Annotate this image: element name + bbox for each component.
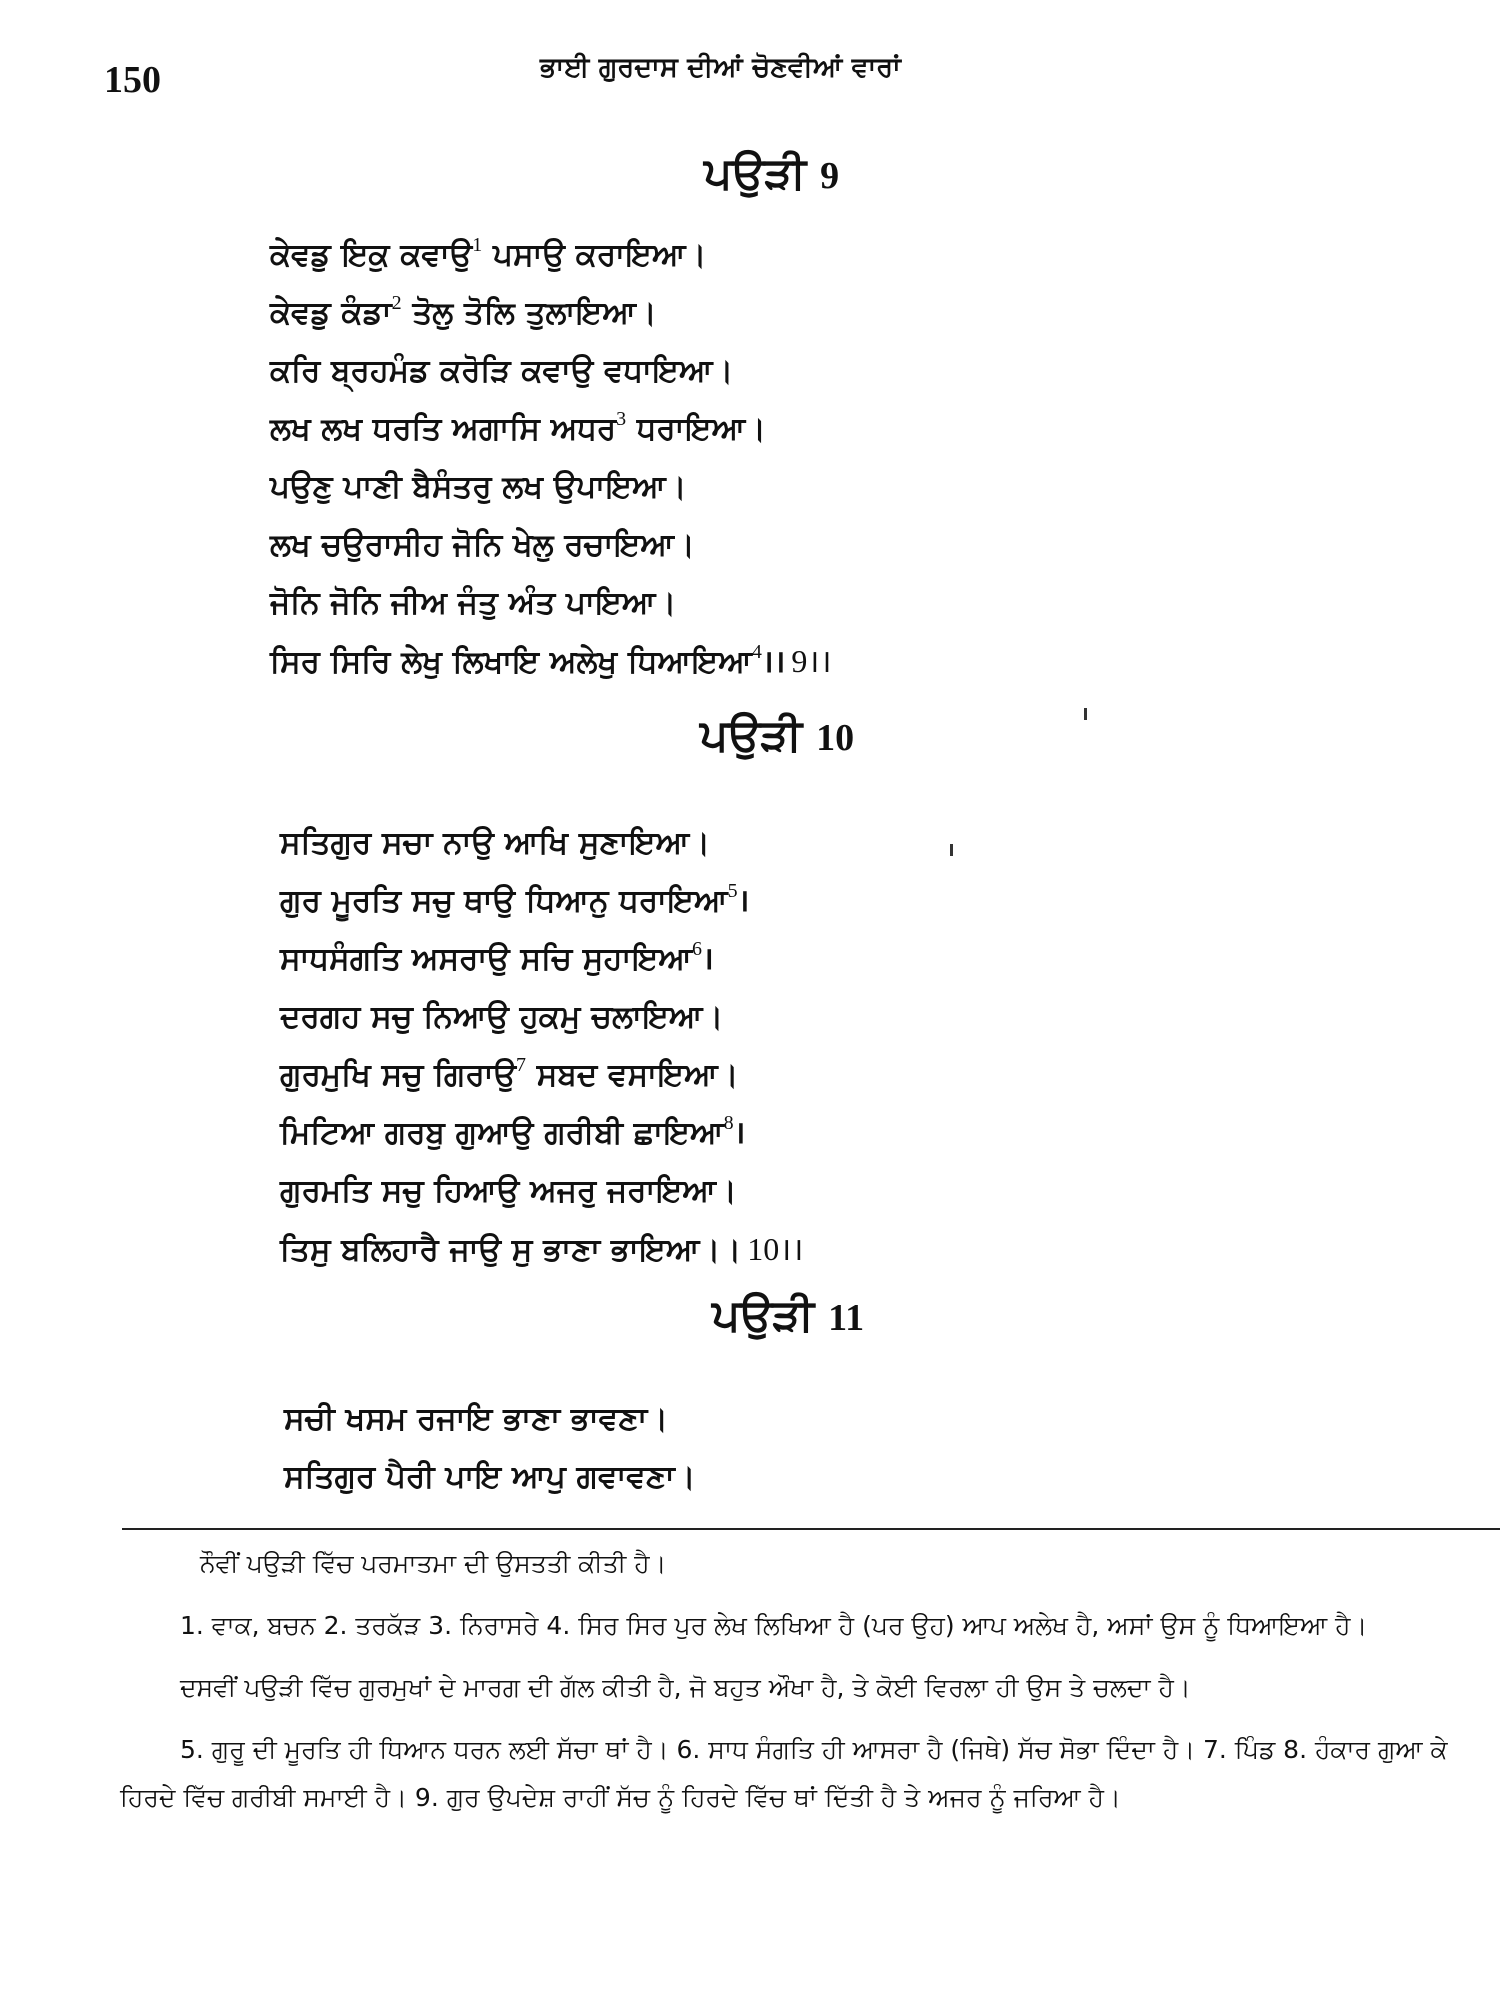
verse-text: ਕੇਵਡੁ ਇਕੁ ਕਵਾਉ <box>270 237 473 273</box>
section-heading <box>712 1290 864 1341</box>
verse-text: ਦਰਗਹ ਸਚੁ ਨਿਆਉ ਹੁਕਮੁ ਚਲਾਇਆ। <box>280 999 724 1035</box>
footnote-glossary-9: 1. ਵਾਕ, ਬਚਨ 2. ਤਰਕੱੜ 3. ਨਿਰਾਸਰੇ 4. ਸਿਰ ਸਿਰ ਪੁਰ ਲੇਖ ਲਿਖਿਆ ਹੈ (ਪਰ ਉਹ) ਆਪ ਅਲੇਖ ਹੈ, ਅਸਾਂ ਉਸ ਨੂੰ ਧਿਆਇਆ ਹੈ। <box>180 1611 1368 1640</box>
verse-text: ਸਾਧਸੰਗਤਿ ਅਸਰਾਉ ਸਚਿ ਸੁਹਾਇਆ <box>280 941 693 977</box>
footnote-marker: 4 <box>751 641 762 663</box>
verse-line <box>280 930 804 988</box>
footnote-marker: 8 <box>723 1112 734 1134</box>
verse-text: ਕੇਵਡੁ ਕੰਡਾ <box>270 295 392 331</box>
heading-number: 10 <box>816 717 855 759</box>
footnote-divider <box>122 1528 1500 1530</box>
print-speck <box>950 844 953 856</box>
footnote-marker: 6 <box>692 938 703 960</box>
heading-label: ਪਉੜੀ <box>704 148 807 199</box>
print-speck <box>1084 708 1087 720</box>
verse-line <box>270 226 832 284</box>
footnotes <box>120 1540 1490 1836</box>
verse-line <box>270 632 832 690</box>
verse-line <box>270 574 832 632</box>
verse-line <box>270 458 832 516</box>
verse-text-end: ਤੋਲੁ ਤੋਲਿ ਤੁਲਾਇਆ। <box>401 295 657 331</box>
heading-number: 9 <box>820 155 840 197</box>
page-number: 150 <box>104 59 161 101</box>
verse-text-end: ਧਰਾਇਆ। <box>626 411 767 447</box>
verse-text: ਪਉਣੁ ਪਾਣੀ ਬੈਸੰਤਰੁ ਲਖ ਉਪਾਇਆ। <box>270 469 687 505</box>
verse-text: ਗੁਰ ਮੂਰਤਿ ਸਚੁ ਥਾਉ ਧਿਆਨੁ ਧਰਾਇਆ <box>280 883 728 919</box>
verse-line <box>280 872 804 930</box>
verse-line <box>280 988 804 1046</box>
verse-line <box>270 342 832 400</box>
verse-number: 9।। <box>791 643 832 679</box>
verse-text: ਮਿਟਿਆ ਗਰਬੁ ਗੁਆਉ ਗਰੀਬੀ ਛਾਇਆ <box>280 1115 724 1151</box>
verse-line <box>270 516 832 574</box>
verse-line <box>280 1220 804 1278</box>
verse-text: ਸਤਿਗੁਰ ਸਚਾ ਨਾਉ ਆਖਿ ਸੁਣਾਇਆ। <box>280 825 711 861</box>
footnote-intro-9: ਨੌਵੀਂ ਪਉੜੀ ਵਿੱਚ ਪਰਮਾਤਮਾ ਦੀ ਉਸਤਤੀ ਕੀਤੀ ਹੈ। <box>200 1549 667 1578</box>
footnote-marker: 5 <box>727 880 738 902</box>
verse-text: ਗੁਰਮਤਿ ਸਚੁ ਹਿਆਉ ਅਜਰੁ ਜਰਾਇਆ। <box>280 1173 737 1209</box>
verse-text-end: । <box>702 941 714 977</box>
footnote-glossary-10: 5. ਗੁਰੂ ਦੀ ਮੂਰਤਿ ਹੀ ਧਿਆਨ ਧਰਨ ਲਈ ਸੱਚਾ ਥਾਂ ਹੈ। 6. ਸਾਧ ਸੰਗਤਿ ਹੀ ਆਸਰਾ ਹੈ (ਜਿਥੇ) ਸੱਚ ਸੋਭਾ ਦਿੰਦਾ ਹੈ। 7. ਪਿੰਡ 8. ਹੰਕਾਰ ਗੁਆ ਕੇ ਹਿਰਦੇ ਵਿੱਚ ਗਰੀਬੀ ਸਮਾਈ ਹੈ। 9. ਗੁਰ ਉਪਦੇਸ਼ ਰਾਹੀਂ ਸੱਚ ਨੂੰ ਹਿਰਦੇ ਵਿੱਚ ਥਾਂ ਦਿੱਤੀ ਹੈ ਤੇ ਅਜਰ ਨੂੰ ਜਰਿਆ ਹੈ। <box>120 1735 1448 1812</box>
verse-list <box>270 226 832 690</box>
verse-text: ਕਰਿ ਬ੍ਰਹਮੰਡ ਕਰੋੜਿ ਕਵਾਉ ਵਧਾਇਆ। <box>270 353 734 389</box>
footnote-marker: 1 <box>472 234 483 256</box>
verse-list <box>284 1390 696 1506</box>
verse-line <box>280 1046 804 1104</box>
footnote-marker: 7 <box>516 1054 527 1076</box>
verse-text-end: । <box>733 1115 746 1151</box>
verse-text: ਸਤਿਗੁਰ ਪੈਰੀ ਪਾਇ ਆਪੁ ਗਵਾਵਣਾ। <box>284 1459 696 1495</box>
verse-text: ਗੁਰਮੁਖਿ ਸਚੁ ਗਿਰਾਉ <box>280 1057 517 1093</box>
verse-text: ਸਿਰ ਸਿਰਿ ਲੇਖੁ ਲਿਖਾਇ ਅਲੇਖੁ ਧਿਆਇਆ <box>270 644 752 680</box>
verse-line <box>284 1448 696 1506</box>
verse-text-end: । <box>737 883 750 919</box>
verse-text: ਲਖ ਚਉਰਾਸੀਹ ਜੋਨਿ ਖੇਲੁ ਰਚਾਇਆ। <box>270 527 695 563</box>
heading-label: ਪਉੜੀ <box>712 1290 815 1341</box>
verse-list <box>280 814 804 1278</box>
verse-line <box>280 814 804 872</box>
verse-text: ਸਚੀ ਖਸਮ ਰਜਾਇ ਭਾਣਾ ਭਾਵਣਾ। <box>284 1401 669 1437</box>
section-heading <box>700 710 854 761</box>
verse-text: ਤਿਸੁ ਬਲਿਹਾਰੈ ਜਾਉ ਸੁ ਭਾਣਾ ਭਾਇਆ।। <box>280 1232 742 1268</box>
footnote-marker: 2 <box>391 292 402 314</box>
heading-number: 11 <box>828 1297 865 1339</box>
verse-line <box>270 284 832 342</box>
running-header: ਭਾਈ ਗੁਰਦਾਸ ਦੀਆਂ ਚੋਣਵੀਆਂ ਵਾਰਾਂ <box>540 52 901 83</box>
verse-text-end: ਸਬਦ ਵਸਾਇਆ। <box>526 1057 739 1093</box>
verse-text: ਜੋਨਿ ਜੋਨਿ ਜੀਅ ਜੰਤੁ ਅੰਤ ਪਾਇਆ। <box>270 585 677 621</box>
verse-line <box>270 400 832 458</box>
footnote-intro-10: ਦਸਵੀਂ ਪਉੜੀ ਵਿੱਚ ਗੁਰਮੁਖਾਂ ਦੇ ਮਾਰਗ ਦੀ ਗੱਲ ਕੀਤੀ ਹੈ, ਜੋ ਬਹੁਤ ਔਖਾ ਹੈ, ਤੇ ਕੋਈ ਵਿਰਲਾ ਹੀ ਉਸ ਤੇ ਚਲਦਾ ਹੈ। <box>180 1673 1191 1702</box>
verse-line <box>284 1390 696 1448</box>
verse-line <box>280 1104 804 1162</box>
verse-line <box>280 1162 804 1220</box>
verse-text-end: ।। <box>761 644 786 680</box>
verse-number: 10।। <box>747 1231 804 1267</box>
verse-text-end: ਪਸਾਉ ਕਰਾਇਆ। <box>482 237 707 273</box>
verse-text: ਲਖ ਲਖ ਧਰਤਿ ਅਗਾਸਿ ਅਧਰ <box>270 411 617 447</box>
section-heading <box>704 148 839 199</box>
heading-label: ਪਉੜੀ <box>700 710 803 761</box>
footnote-marker: 3 <box>616 408 627 430</box>
